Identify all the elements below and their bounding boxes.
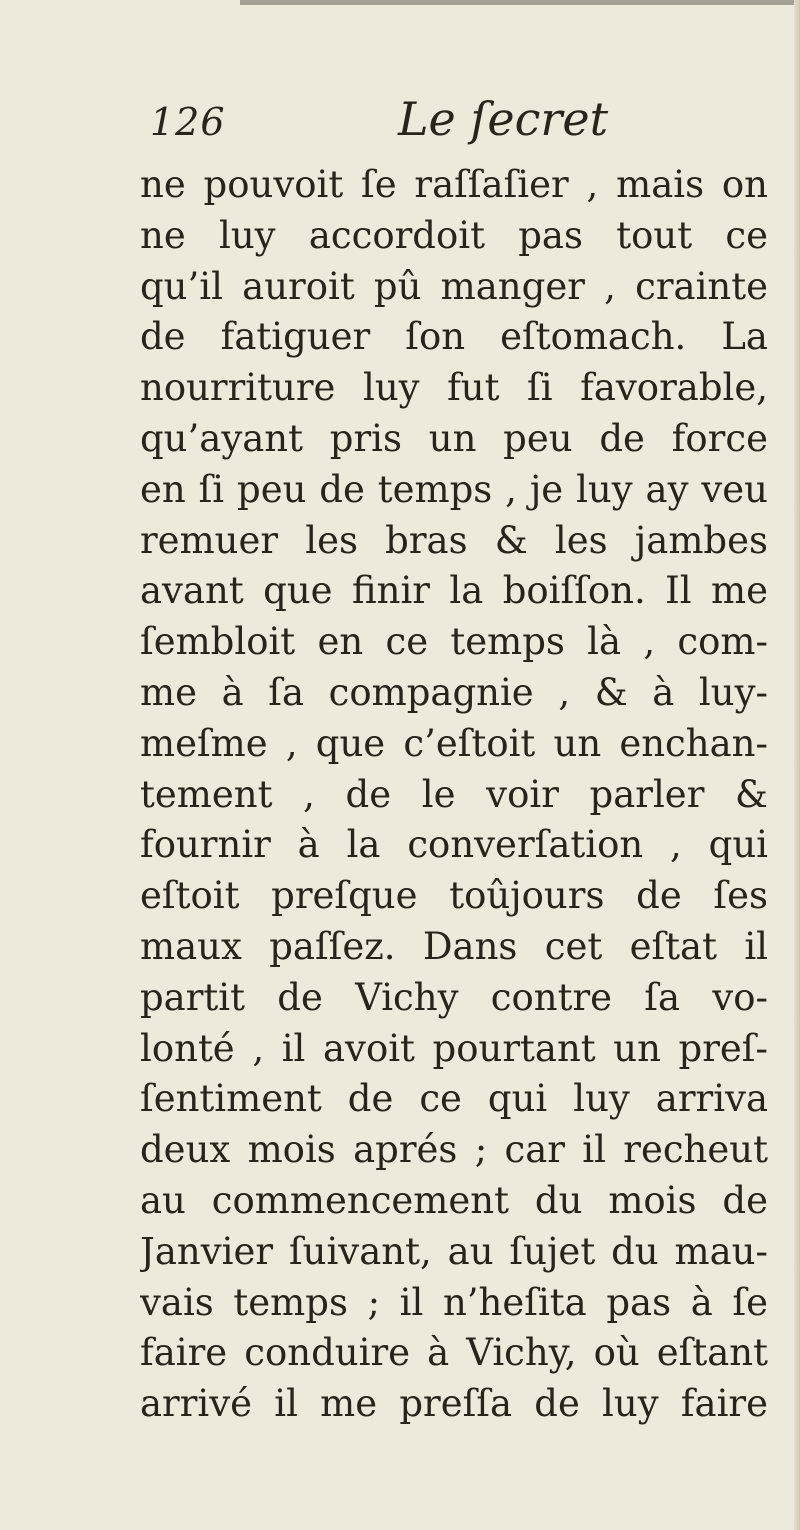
text-line: au commencement du mois de xyxy=(140,1178,768,1222)
text-line: en ſi peu de temps , je luy ay veu xyxy=(140,467,768,511)
text-line: fournir à la converſation , qui xyxy=(140,823,768,867)
text-line: ne luy accordoit pas tout ce xyxy=(140,213,768,257)
text-line: arrivé il me preſſa de luy faire xyxy=(140,1382,768,1426)
text-line: tement , de le voir parler & xyxy=(140,772,768,816)
page-right-edge xyxy=(794,0,800,1530)
text-line: maux paſſez. Dans cet eſtat il xyxy=(140,924,768,968)
text-line: nourriture luy fut ſi favorable, xyxy=(140,366,768,410)
text-line: vais temps ; il n’heſita pas à ſe xyxy=(140,1280,768,1324)
text-line: ſembloit en ce temps là , com- xyxy=(140,620,768,664)
text-line: deux mois aprés ; car il recheut xyxy=(140,1128,768,1172)
text-line: eſtoit preſque toûjours de ſes xyxy=(140,874,768,918)
text-line: meſme , que c’eſtoit un enchan- xyxy=(140,721,768,765)
text-line: me à ſa compagnie , & à luy- xyxy=(140,670,768,714)
text-line: ne pouvoit ſe raſſaſier , mais on xyxy=(140,163,768,206)
text-line: ſentiment de ce qui luy arriva xyxy=(140,1077,768,1121)
text-line: faire conduire à Vichy, où eſtant xyxy=(140,1331,768,1375)
page-top-edge xyxy=(240,0,800,5)
text-line: lonté , il avoit pourtant un preſ- xyxy=(140,1026,768,1070)
body-text xyxy=(140,160,768,1430)
text-line: avant que finir la boiſſon. Il me xyxy=(140,569,768,613)
text-line: qu’ayant pris un peu de force xyxy=(140,416,768,460)
text-line: Janvier ſuivant, au ſujet du mau- xyxy=(140,1229,768,1273)
text-line: remuer les bras & les jambes xyxy=(140,518,768,562)
page-number: 126 xyxy=(150,100,226,144)
page-header xyxy=(148,92,768,152)
text-line: partit de Vichy contre ſa vo- xyxy=(140,975,768,1019)
running-title: Le ſecret xyxy=(398,92,609,146)
text-line: qu’il auroit pû manger , crainte xyxy=(140,264,768,308)
text-line: de fatiguer ſon eſtomach. La xyxy=(140,315,768,359)
